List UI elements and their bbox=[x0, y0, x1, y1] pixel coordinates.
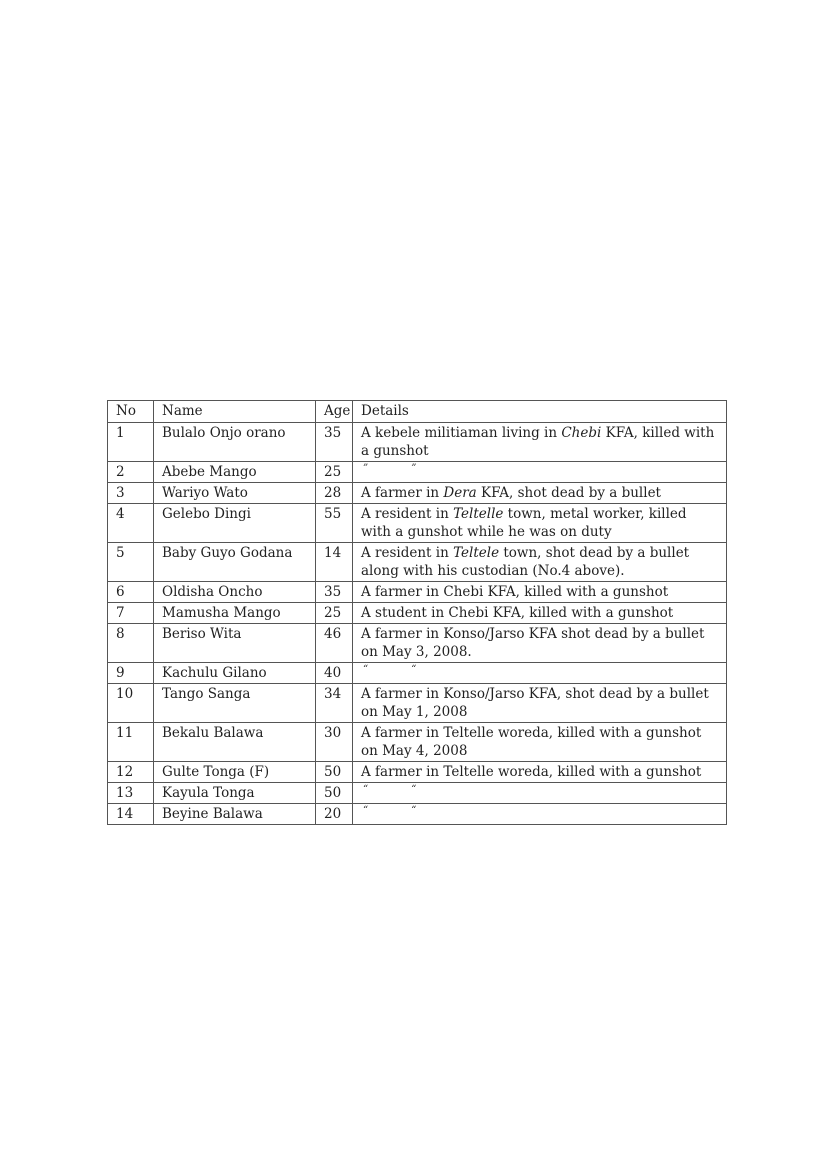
cell-no: 10 bbox=[108, 684, 154, 723]
cell-no: 4 bbox=[108, 504, 154, 543]
details-place-name: Teltele bbox=[453, 545, 500, 561]
header-name: Name bbox=[154, 401, 316, 423]
cell-no: 13 bbox=[108, 783, 154, 804]
cell-details bbox=[353, 582, 727, 603]
header-row bbox=[108, 401, 727, 423]
cell-age: 25 bbox=[316, 462, 353, 483]
cell-details bbox=[353, 723, 727, 762]
cell-age: 46 bbox=[316, 624, 353, 663]
cell-no: 8 bbox=[108, 624, 154, 663]
table-row bbox=[108, 762, 727, 783]
cell-name: Abebe Mango bbox=[154, 462, 316, 483]
cell-name: Gelebo Dingi bbox=[154, 504, 316, 543]
cell-name: Kachulu Gilano bbox=[154, 663, 316, 684]
table-row bbox=[108, 723, 727, 762]
cell-no: 2 bbox=[108, 462, 154, 483]
cell-details bbox=[353, 603, 727, 624]
ditto-mark: ” ” bbox=[363, 463, 417, 474]
details-text: town, shot dead by a bullet along with his custodian (No.4 above). bbox=[361, 545, 690, 579]
cell-name: Bulalo Onjo orano bbox=[154, 423, 316, 462]
cell-age: 50 bbox=[316, 762, 353, 783]
cell-age: 20 bbox=[316, 804, 353, 825]
cell-details bbox=[353, 624, 727, 663]
table-row bbox=[108, 684, 727, 723]
cell-name: Bekalu Balawa bbox=[154, 723, 316, 762]
details-text: A resident in bbox=[361, 506, 454, 522]
details-text: A farmer in Konso/Jarso KFA, shot dead by a bullet on May 1, 2008 bbox=[361, 686, 709, 720]
details-place-name: Chebi bbox=[561, 425, 602, 441]
cell-age: 14 bbox=[316, 543, 353, 582]
cell-no: 3 bbox=[108, 483, 154, 504]
cell-age: 50 bbox=[316, 783, 353, 804]
cell-details bbox=[353, 462, 727, 483]
cell-age: 30 bbox=[316, 723, 353, 762]
table-row bbox=[108, 663, 727, 684]
cell-details bbox=[353, 504, 727, 543]
cell-details bbox=[353, 762, 727, 783]
details-place-name: Dera bbox=[443, 485, 477, 501]
header-details: Details bbox=[353, 401, 727, 423]
cell-no: 7 bbox=[108, 603, 154, 624]
details-text: A kebele militiaman living in bbox=[361, 425, 562, 441]
cell-no: 1 bbox=[108, 423, 154, 462]
ditto-mark: “ “ bbox=[363, 805, 417, 816]
cell-details bbox=[353, 423, 727, 462]
header-age: Age bbox=[316, 401, 353, 423]
table-row bbox=[108, 462, 727, 483]
cell-age: 25 bbox=[316, 603, 353, 624]
table-row bbox=[108, 423, 727, 462]
cell-name: Oldisha Oncho bbox=[154, 582, 316, 603]
table-row bbox=[108, 603, 727, 624]
cell-details bbox=[353, 483, 727, 504]
cell-no: 14 bbox=[108, 804, 154, 825]
cell-details bbox=[353, 684, 727, 723]
cell-name: Kayula Tonga bbox=[154, 783, 316, 804]
table-row bbox=[108, 543, 727, 582]
table-row bbox=[108, 783, 727, 804]
cell-age: 55 bbox=[316, 504, 353, 543]
details-text: town, metal worker, killed with a gunshot while he was on duty bbox=[361, 506, 687, 540]
details-text: A farmer in Konso/Jarso KFA shot dead by a bullet on May 3, 2008. bbox=[361, 626, 705, 660]
details-text: A farmer in Teltelle woreda, killed with a gunshot bbox=[361, 764, 702, 780]
table-row bbox=[108, 624, 727, 663]
table-row bbox=[108, 582, 727, 603]
details-text: A resident in bbox=[361, 545, 454, 561]
table-row bbox=[108, 504, 727, 543]
cell-details bbox=[353, 804, 727, 825]
details-text: A farmer in Teltelle woreda, killed with a gunshot on May 4, 2008 bbox=[361, 725, 702, 759]
cell-no: 12 bbox=[108, 762, 154, 783]
details-text: A farmer in Chebi KFA, killed with a gunshot bbox=[361, 584, 669, 600]
ditto-mark: “ “ bbox=[363, 664, 417, 675]
cell-details bbox=[353, 543, 727, 582]
details-text: A student in Chebi KFA, killed with a gunshot bbox=[361, 605, 674, 621]
cell-name: Mamusha Mango bbox=[154, 603, 316, 624]
cell-details bbox=[353, 663, 727, 684]
cell-name: Gulte Tonga (F) bbox=[154, 762, 316, 783]
table-row bbox=[108, 804, 727, 825]
cell-age: 34 bbox=[316, 684, 353, 723]
cell-no: 6 bbox=[108, 582, 154, 603]
cell-details bbox=[353, 783, 727, 804]
cell-age: 40 bbox=[316, 663, 353, 684]
cell-name: Beriso Wita bbox=[154, 624, 316, 663]
cell-name: Beyine Balawa bbox=[154, 804, 316, 825]
ditto-mark: “ “ bbox=[363, 784, 417, 795]
cell-age: 35 bbox=[316, 582, 353, 603]
cell-name: Wariyo Wato bbox=[154, 483, 316, 504]
table-body bbox=[108, 423, 727, 825]
cell-age: 28 bbox=[316, 483, 353, 504]
details-text: A farmer in bbox=[361, 485, 444, 501]
cell-no: 11 bbox=[108, 723, 154, 762]
table-header bbox=[108, 401, 727, 423]
cell-name: Baby Guyo Godana bbox=[154, 543, 316, 582]
cell-no: 9 bbox=[108, 663, 154, 684]
header-no: No bbox=[108, 401, 154, 423]
table-row bbox=[108, 483, 727, 504]
cell-no: 5 bbox=[108, 543, 154, 582]
cell-age: 35 bbox=[316, 423, 353, 462]
victims-table bbox=[107, 400, 727, 825]
details-text: KFA, killed with a gunshot bbox=[361, 425, 715, 459]
details-text: KFA, shot dead by a bullet bbox=[476, 485, 661, 501]
cell-name: Tango Sanga bbox=[154, 684, 316, 723]
details-place-name: Teltelle bbox=[453, 506, 504, 522]
